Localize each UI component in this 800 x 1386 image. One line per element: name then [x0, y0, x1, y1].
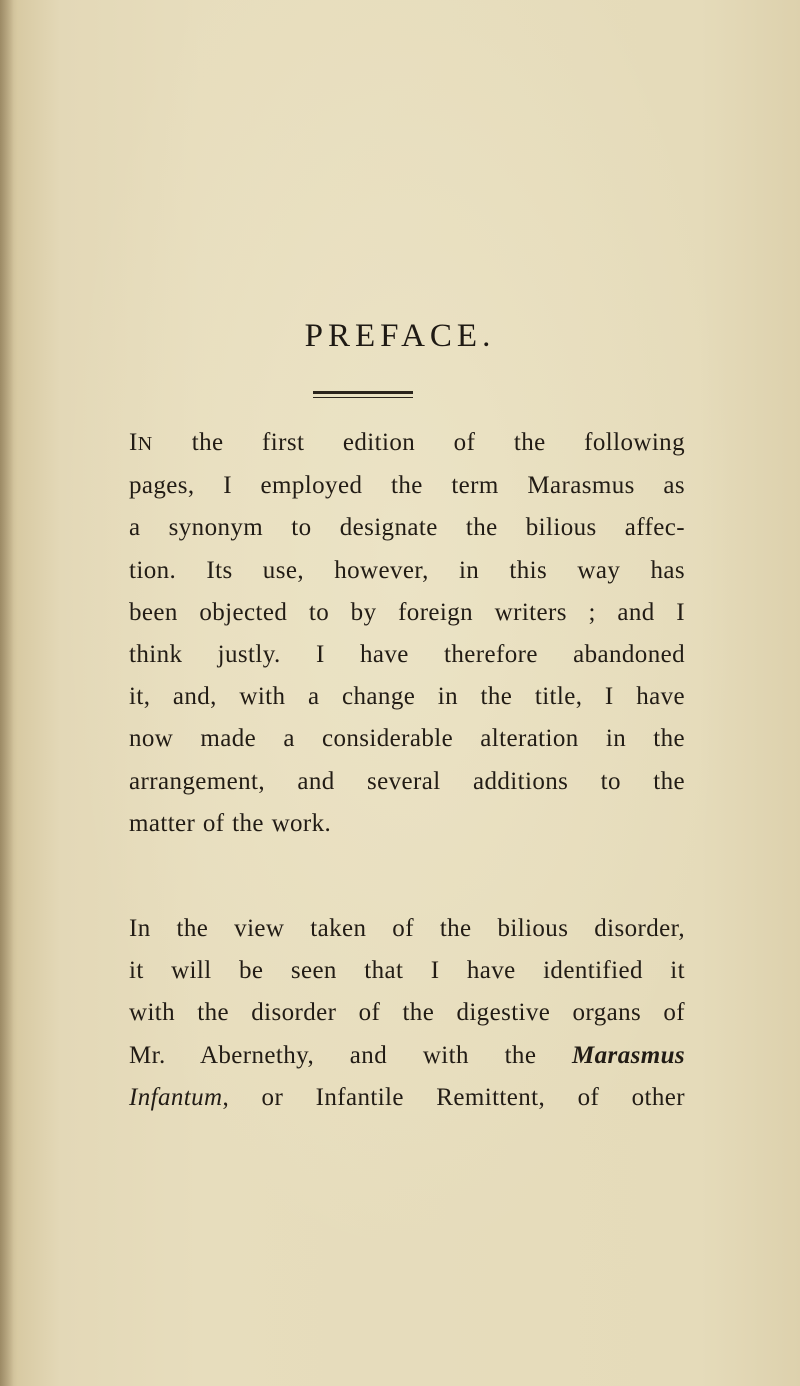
drop-initial: I — [129, 429, 138, 456]
italic-term: Infantum — [129, 1083, 223, 1111]
text-line: been objected to by foreign writers ; and I — [129, 598, 685, 626]
text-line: Infantum, or Infantile Remittent, of other — [129, 1083, 685, 1111]
text-line: pages, I employed the term Marasmus as — [129, 472, 685, 500]
title-rule — [313, 391, 413, 398]
text-line: with the disorder of the digestive organs of — [129, 999, 685, 1027]
text-line: arrangement, and several additions to the — [129, 767, 685, 795]
text-line: it, and, with a change in the title, I have — [129, 683, 685, 711]
spine-shadow — [0, 0, 14, 1386]
text-line: think justly. I have therefore abandoned — [129, 641, 685, 669]
text-line: matter of the work. — [129, 809, 332, 837]
text-line: it will be seen that I have identified it — [129, 957, 685, 985]
small-caps: N — [137, 433, 154, 455]
page-title: PREFACE. — [304, 318, 496, 355]
text-line: IN the first edition of the following — [129, 429, 685, 456]
italic-term: Marasmus — [572, 1041, 685, 1069]
text-line: In the view taken of the bilious disorder, — [129, 915, 685, 942]
text-line: a synonym to designate the bilious affec- — [129, 514, 685, 542]
text-line: now made a considerable alteration in the — [129, 725, 685, 753]
paragraph-1 — [129, 422, 685, 845]
paragraph-2 — [129, 908, 685, 1119]
text-line: tion. Its use, however, in this way has — [129, 556, 685, 584]
text-line: Mr. Abernethy, and with the Marasmus — [129, 1041, 685, 1069]
